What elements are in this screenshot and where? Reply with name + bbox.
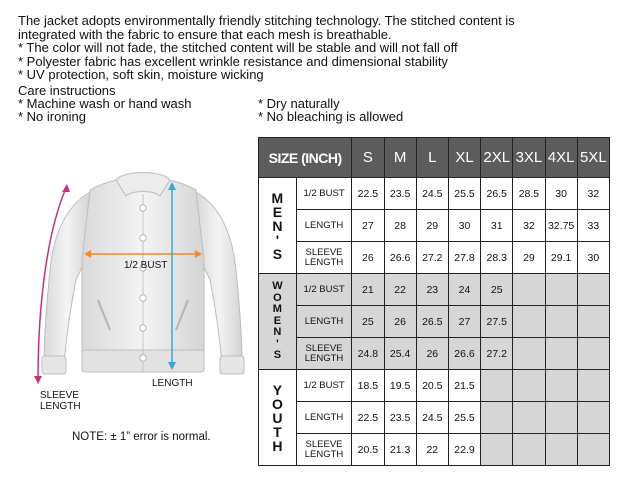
size-value: 20.5 (352, 434, 384, 466)
size-value (577, 370, 609, 402)
intro-line: integrated with the fabric to ensure that each mesh is breathable. (18, 26, 392, 42)
size-value: 30 (448, 210, 480, 242)
size-value: 28.3 (481, 242, 513, 274)
size-value: 25 (481, 274, 513, 306)
group-label-youth: Y O U T H (259, 370, 297, 466)
feature-bullet: * Polyester fabric has excellent wrinkle resistance and dimensional stability (18, 53, 448, 69)
size-value: 28 (384, 210, 416, 242)
size-unit-header: SIZE (INCH) (259, 138, 352, 178)
size-value: 33 (577, 210, 609, 242)
size-header: L (416, 138, 448, 178)
error-note: NOTE: ± 1” error is normal. (72, 431, 211, 443)
size-value: 20.5 (416, 370, 448, 402)
size-value (577, 274, 609, 306)
size-value (513, 338, 545, 370)
size-value: 27.8 (448, 242, 480, 274)
size-value: 21.3 (384, 434, 416, 466)
feature-bullet: * The color will not fade, the stitched content will be stable and will not fall off (18, 40, 458, 55)
measure-label: SLEEVE LENGTH (296, 434, 352, 466)
measure-label: 1/2 BUST (296, 370, 352, 402)
size-value: 30 (545, 178, 577, 210)
size-value: 23.5 (384, 402, 416, 434)
size-value (545, 306, 577, 338)
size-value: 22.5 (352, 178, 384, 210)
size-value (545, 434, 577, 466)
size-value (577, 338, 609, 370)
group-label-mens: M E N ' S (259, 178, 297, 274)
size-value (481, 434, 513, 466)
size-value: 25.5 (448, 402, 480, 434)
length-label: LENGTH (152, 378, 193, 389)
size-value: 26 (384, 306, 416, 338)
size-header: M (384, 138, 416, 178)
table-row (259, 338, 610, 370)
size-value: 29.1 (545, 242, 577, 274)
care-item: * No bleaching is allowed (258, 109, 404, 124)
jacket-diagram (28, 150, 258, 440)
size-value: 28.5 (513, 178, 545, 210)
measure-label: LENGTH (296, 402, 352, 434)
measure-label: SLEEVE LENGTH (296, 338, 352, 370)
sleeve-label: LENGTH (40, 401, 81, 412)
size-value (513, 274, 545, 306)
size-value: 30 (577, 242, 609, 274)
size-value: 22.9 (448, 434, 480, 466)
size-header-row (259, 138, 610, 178)
group-label-womens: W O M E N ' S (259, 274, 297, 370)
size-value (545, 402, 577, 434)
size-value: 31 (481, 210, 513, 242)
size-value (545, 370, 577, 402)
size-value: 25 (352, 306, 384, 338)
size-value: 19.5 (384, 370, 416, 402)
sleeve-label: SLEEVE (40, 390, 79, 401)
size-value: 26.6 (384, 242, 416, 274)
size-value (577, 402, 609, 434)
size-value: 27.2 (416, 242, 448, 274)
measure-label: LENGTH (296, 306, 352, 338)
size-value: 23 (416, 274, 448, 306)
size-value (577, 434, 609, 466)
size-value: 26.5 (481, 178, 513, 210)
left-cuff (42, 356, 66, 374)
size-value: 22 (416, 434, 448, 466)
size-header: 4XL (545, 138, 577, 178)
size-value: 22 (384, 274, 416, 306)
size-value (577, 306, 609, 338)
care-item: * Machine wash or hand wash (18, 96, 192, 111)
care-instructions (18, 84, 458, 123)
size-value: 24.5 (416, 402, 448, 434)
size-value: 27.2 (481, 338, 513, 370)
table-row (259, 242, 610, 274)
care-item: * Dry naturally (258, 96, 340, 111)
size-value: 32 (577, 178, 609, 210)
table-row (259, 306, 610, 338)
size-header: 5XL (577, 138, 609, 178)
care-title: Care instructions (18, 83, 116, 98)
size-value (513, 370, 545, 402)
table-row (259, 178, 610, 210)
size-value (481, 402, 513, 434)
size-value: 18.5 (352, 370, 384, 402)
table-row (259, 434, 610, 466)
size-value: 27.5 (481, 306, 513, 338)
table-row (259, 274, 610, 306)
size-value: 21 (352, 274, 384, 306)
bust-label: 1/2 BUST (124, 260, 168, 271)
size-value: 29 (513, 242, 545, 274)
table-row (259, 370, 610, 402)
size-value: 27 (448, 306, 480, 338)
care-item: * No ironing (18, 109, 86, 124)
size-value: 26.6 (448, 338, 480, 370)
size-header: S (352, 138, 384, 178)
size-value: 25.5 (448, 178, 480, 210)
size-value (513, 434, 545, 466)
size-value: 32 (513, 210, 545, 242)
size-value: 21.5 (448, 370, 480, 402)
size-value (513, 306, 545, 338)
measure-label: LENGTH (296, 210, 352, 242)
measure-label: SLEEVE LENGTH (296, 242, 352, 274)
size-value: 24.5 (416, 178, 448, 210)
size-header: 3XL (513, 138, 545, 178)
product-description (18, 14, 628, 82)
size-value: 32.75 (545, 210, 577, 242)
size-value: 24.8 (352, 338, 384, 370)
size-value: 23.5 (384, 178, 416, 210)
feature-bullet: * UV protection, soft skin, moisture wicking (18, 67, 264, 82)
size-value: 24 (448, 274, 480, 306)
right-cuff (220, 356, 244, 374)
measure-label: 1/2 BUST (296, 178, 352, 210)
size-value: 26.5 (416, 306, 448, 338)
table-row (259, 402, 610, 434)
size-value: 22.5 (352, 402, 384, 434)
size-value (481, 370, 513, 402)
measure-label: 1/2 BUST (296, 274, 352, 306)
size-value (513, 402, 545, 434)
size-header: 2XL (481, 138, 513, 178)
size-value: 26 (352, 242, 384, 274)
size-value (545, 274, 577, 306)
size-value: 26 (416, 338, 448, 370)
table-row (259, 210, 610, 242)
size-value: 27 (352, 210, 384, 242)
size-value (545, 338, 577, 370)
size-chart-table (258, 137, 610, 466)
intro-line: The jacket adopts environmentally friendly stitching technology. The stitched content is (18, 13, 515, 28)
size-value: 25.4 (384, 338, 416, 370)
size-header: XL (448, 138, 480, 178)
size-value: 29 (416, 210, 448, 242)
